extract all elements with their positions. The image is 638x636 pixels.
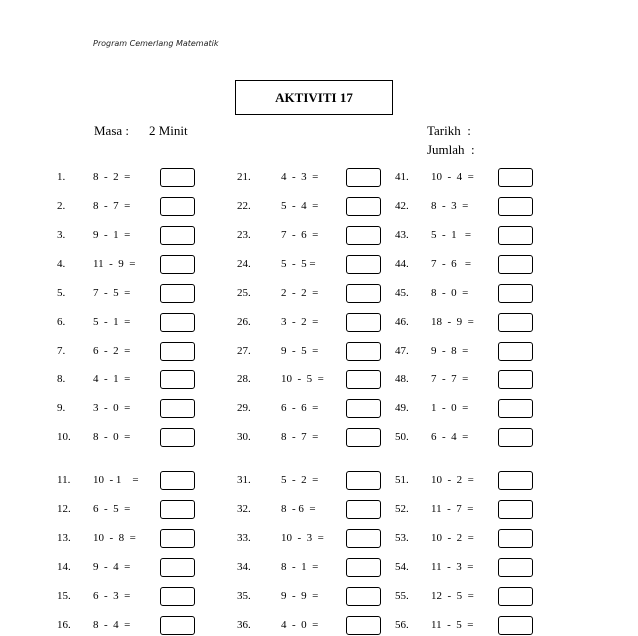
question-expression: 11 - 7 =	[431, 503, 474, 515]
answer-box[interactable]	[498, 529, 533, 548]
answer-box[interactable]	[160, 342, 195, 361]
question-row	[237, 370, 382, 390]
question-number: 4.	[57, 258, 66, 270]
question-row	[237, 529, 382, 549]
question-number: 2.	[57, 200, 66, 212]
question-expression: 6 - 6 =	[281, 402, 319, 414]
tarikh-label: Tarikh :	[427, 123, 471, 138]
answer-box[interactable]	[160, 399, 195, 418]
question-expression: 6 - 3 =	[93, 590, 131, 602]
answer-box[interactable]	[346, 428, 381, 447]
question-row	[57, 529, 196, 549]
question-number: 5.	[57, 287, 66, 299]
question-row	[395, 370, 534, 390]
question-expression: 8 - 1 =	[281, 561, 319, 573]
answer-box[interactable]	[498, 226, 533, 245]
question-expression: 4 - 1 =	[93, 373, 131, 385]
question-number: 6.	[57, 316, 66, 328]
question-expression: 10 - 5 =	[281, 373, 324, 385]
question-number: 29.	[237, 402, 251, 414]
question-expression: 8 - 3 =	[431, 200, 469, 212]
question-row	[57, 168, 196, 188]
question-row	[395, 197, 534, 217]
answer-box[interactable]	[346, 313, 381, 332]
question-row	[237, 168, 382, 188]
question-number: 15.	[57, 590, 71, 602]
question-number: 46.	[395, 316, 409, 328]
question-number: 27.	[237, 345, 251, 357]
question-row	[57, 255, 196, 275]
question-expression: 10 - 3 =	[281, 532, 324, 544]
answer-box[interactable]	[346, 616, 381, 635]
question-expression: 6 - 4 =	[431, 431, 469, 443]
question-row	[395, 616, 534, 636]
question-row	[395, 399, 534, 419]
question-number: 16.	[57, 619, 71, 631]
question-number: 35.	[237, 590, 251, 602]
answer-box[interactable]	[498, 255, 533, 274]
answer-box[interactable]	[346, 370, 381, 389]
answer-box[interactable]	[498, 168, 533, 187]
question-row	[57, 558, 196, 578]
question-number: 45.	[395, 287, 409, 299]
question-number: 3.	[57, 229, 66, 241]
question-expression: 11 - 5 =	[431, 619, 474, 631]
question-row	[57, 471, 196, 491]
question-row	[57, 370, 196, 390]
question-expression: 8 - 7 =	[281, 431, 319, 443]
question-row	[237, 342, 382, 362]
question-expression: 1 - 0 =	[431, 402, 469, 414]
question-expression: 12 - 5 =	[431, 590, 474, 602]
answer-box[interactable]	[346, 197, 381, 216]
question-number: 22.	[237, 200, 251, 212]
answer-box[interactable]	[346, 342, 381, 361]
question-row	[395, 284, 534, 304]
question-number: 1.	[57, 171, 66, 183]
question-number: 34.	[237, 561, 251, 573]
question-number: 8.	[57, 373, 66, 385]
question-row	[395, 226, 534, 246]
question-row	[237, 558, 382, 578]
answer-box[interactable]	[498, 313, 533, 332]
question-number: 41.	[395, 171, 409, 183]
activity-title: AKTIVITI 17	[235, 80, 393, 115]
question-row	[57, 399, 196, 419]
question-number: 42.	[395, 200, 409, 212]
question-row	[237, 226, 382, 246]
question-number: 31.	[237, 474, 251, 486]
answer-box[interactable]	[498, 370, 533, 389]
question-row	[237, 616, 382, 636]
question-row	[237, 471, 382, 491]
question-row	[395, 529, 534, 549]
question-row	[57, 226, 196, 246]
question-row	[395, 500, 534, 520]
question-row	[395, 255, 534, 275]
question-number: 9.	[57, 402, 66, 414]
question-expression: 8 - 0 =	[93, 431, 131, 443]
answer-box[interactable]	[346, 558, 381, 577]
masa-label: Masa :	[94, 123, 130, 138]
question-row	[395, 168, 534, 188]
question-row	[57, 313, 196, 333]
program-header: Program Cemerlang Matematik	[93, 39, 219, 48]
answer-box[interactable]	[498, 399, 533, 418]
question-expression: 6 - 5 =	[93, 503, 131, 515]
masa-value: 2 Minit	[149, 123, 188, 138]
question-number: 49.	[395, 402, 409, 414]
jumlah-label: Jumlah :	[427, 142, 475, 157]
question-expression: 3 - 2 =	[281, 316, 319, 328]
answer-box[interactable]	[346, 500, 381, 519]
question-row	[237, 399, 382, 419]
question-row	[395, 428, 534, 448]
answer-box[interactable]	[346, 529, 381, 548]
answer-box[interactable]	[160, 558, 195, 577]
question-number: 14.	[57, 561, 71, 573]
question-expression: 7 - 5 =	[93, 287, 131, 299]
question-number: 50.	[395, 431, 409, 443]
question-expression: 8 - 2 =	[93, 171, 131, 183]
answer-box[interactable]	[498, 428, 533, 447]
question-row	[57, 500, 196, 520]
answer-box[interactable]	[160, 284, 195, 303]
question-number: 51.	[395, 474, 409, 486]
answer-box[interactable]	[160, 313, 195, 332]
answer-box[interactable]	[498, 616, 533, 635]
answer-box[interactable]	[498, 197, 533, 216]
question-number: 48.	[395, 373, 409, 385]
answer-box[interactable]	[160, 616, 195, 635]
question-row	[395, 342, 534, 362]
question-number: 32.	[237, 503, 251, 515]
answer-box[interactable]	[498, 500, 533, 519]
question-expression: 9 - 1 =	[93, 229, 131, 241]
question-expression: 5 - 2 =	[281, 474, 319, 486]
answer-box[interactable]	[160, 255, 195, 274]
answer-box[interactable]	[160, 168, 195, 187]
question-number: 54.	[395, 561, 409, 573]
question-expression: 9 - 5 =	[281, 345, 319, 357]
question-row	[395, 313, 534, 333]
question-row	[237, 313, 382, 333]
question-row	[237, 500, 382, 520]
answer-box[interactable]	[160, 226, 195, 245]
answer-box[interactable]	[160, 587, 195, 606]
answer-box[interactable]	[160, 197, 195, 216]
question-number: 24.	[237, 258, 251, 270]
answer-box[interactable]	[498, 471, 533, 490]
answer-box[interactable]	[498, 587, 533, 606]
question-expression: 9 - 4 =	[93, 561, 131, 573]
question-expression: 5 - 4 =	[281, 200, 319, 212]
question-number: 55.	[395, 590, 409, 602]
answer-box[interactable]	[346, 471, 381, 490]
question-number: 56.	[395, 619, 409, 631]
question-expression: 5 - 1 =	[93, 316, 131, 328]
question-expression: 5 - 1 =	[431, 229, 472, 241]
question-number: 12.	[57, 503, 71, 515]
question-expression: 2 - 2 =	[281, 287, 319, 299]
question-number: 36.	[237, 619, 251, 631]
answer-box[interactable]	[346, 284, 381, 303]
question-number: 47.	[395, 345, 409, 357]
question-expression: 10 - 2 =	[431, 532, 474, 544]
answer-box[interactable]	[346, 168, 381, 187]
question-number: 44.	[395, 258, 409, 270]
question-expression: 8 - 6 =	[281, 503, 316, 515]
question-number: 10.	[57, 431, 71, 443]
question-expression: 11 - 3 =	[431, 561, 474, 573]
question-expression: 10 - 8 =	[93, 532, 136, 544]
question-expression: 18 - 9 =	[431, 316, 474, 328]
question-expression: 8 - 4 =	[93, 619, 131, 631]
question-row	[57, 342, 196, 362]
question-number: 21.	[237, 171, 251, 183]
answer-box[interactable]	[346, 399, 381, 418]
question-row	[237, 197, 382, 217]
answer-box[interactable]	[346, 255, 381, 274]
question-number: 53.	[395, 532, 409, 544]
question-number: 33.	[237, 532, 251, 544]
question-number: 28.	[237, 373, 251, 385]
question-expression: 9 - 8 =	[431, 345, 469, 357]
question-row	[57, 428, 196, 448]
answer-box[interactable]	[498, 342, 533, 361]
answer-box[interactable]	[160, 471, 195, 490]
question-expression: 8 - 7 =	[93, 200, 131, 212]
question-number: 13.	[57, 532, 71, 544]
answer-box[interactable]	[160, 500, 195, 519]
question-row	[57, 284, 196, 304]
question-number: 26.	[237, 316, 251, 328]
question-expression: 7 - 7 =	[431, 373, 469, 385]
question-expression: 4 - 0 =	[281, 619, 319, 631]
question-number: 30.	[237, 431, 251, 443]
answer-box[interactable]	[346, 587, 381, 606]
question-row	[237, 587, 382, 607]
question-expression: 7 - 6 =	[431, 258, 472, 270]
question-row	[395, 558, 534, 578]
question-row	[237, 255, 382, 275]
answer-box[interactable]	[160, 529, 195, 548]
question-row	[237, 284, 382, 304]
question-number: 43.	[395, 229, 409, 241]
question-expression: 3 - 0 =	[93, 402, 131, 414]
question-expression: 10 - 4 =	[431, 171, 474, 183]
question-expression: 8 - 0 =	[431, 287, 469, 299]
question-expression: 10 - 1 =	[93, 474, 139, 486]
question-expression: 11 - 9 =	[93, 258, 136, 270]
question-expression: 7 - 6 =	[281, 229, 319, 241]
question-number: 23.	[237, 229, 251, 241]
question-row	[57, 587, 196, 607]
question-expression: 9 - 9 =	[281, 590, 319, 602]
question-number: 25.	[237, 287, 251, 299]
answer-box[interactable]	[346, 226, 381, 245]
question-number: 7.	[57, 345, 66, 357]
question-row	[237, 428, 382, 448]
question-expression: 6 - 2 =	[93, 345, 131, 357]
answer-box[interactable]	[160, 370, 195, 389]
question-number: 52.	[395, 503, 409, 515]
answer-box[interactable]	[498, 558, 533, 577]
question-row	[57, 616, 196, 636]
question-expression: 5 - 5 =	[281, 258, 316, 270]
question-row	[57, 197, 196, 217]
question-row	[395, 587, 534, 607]
answer-box[interactable]	[160, 428, 195, 447]
answer-box[interactable]	[498, 284, 533, 303]
question-row	[395, 471, 534, 491]
question-number: 11.	[57, 474, 71, 486]
question-expression: 10 - 2 =	[431, 474, 474, 486]
question-expression: 4 - 3 =	[281, 171, 319, 183]
